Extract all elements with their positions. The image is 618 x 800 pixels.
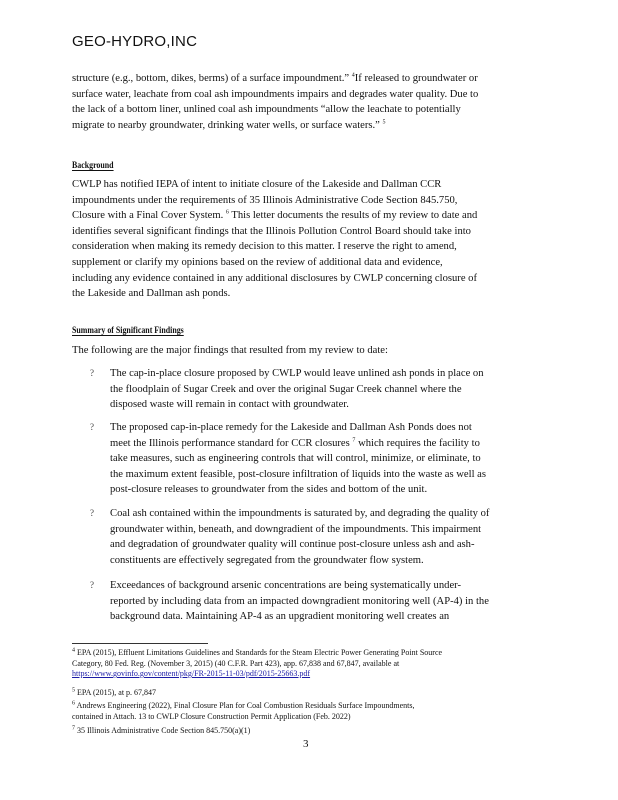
footnote-line: $^6$ Andrews Engineering (2022), Final Closure Plan for Coal Combustion Residuals Surface Impoundments, [72, 700, 415, 710]
finding-line: disposed waste will remain in contact with groundwater. [110, 399, 349, 411]
finding-line: groundwater within, beneath, and downgradient of the impoundments. This impairment [110, 523, 482, 535]
section-heading-background: Background [72, 160, 114, 170]
intro-line: surface water, leachate from coal ash impoundments impairs and degrades water quality. Due to [72, 88, 479, 100]
finding-item [90, 366, 534, 413]
footnote [72, 648, 540, 680]
finding-line: meet the Illinois performance standard for CCR closures $^7$ which requires the facility to [110, 437, 480, 449]
footnote-line: $^7$ 35 Illinois Administrative Code Section 845.750(a)(1) [72, 725, 251, 735]
background-line: the Lakeside and Dallman ash ponds. [72, 288, 231, 300]
finding-line: reported by including data from an impacted downgradient monitoring well (AP-4) in the [110, 595, 489, 607]
finding-item [90, 578, 534, 625]
page-number: 3 [303, 738, 309, 750]
section-heading-summary: Summary of Significant Findings [72, 325, 184, 335]
summary-intro-line: The following are the major findings that resulted from my review to date: [72, 345, 388, 356]
background-line: supplement or clarify my opinions based on the review of additional data and evidence, [72, 256, 443, 268]
footnote-number: 4 [72, 647, 75, 654]
intro-line: the lack of a bottom liner, unlined coal ash impoundments “allow the leachate to potentially [72, 104, 461, 116]
bullet-marker: ? [90, 422, 94, 432]
finding-line: the floodplain of Sugar Creek and over the original Sugar Creek channel where the [110, 383, 462, 395]
background-line: impoundments under the requirements of 35 Illinois Administrative Code Section 845.750, [72, 194, 458, 206]
finding-line: constituents are effectively segregated from the groundwater flow system. [110, 554, 424, 566]
company-header: GEO-HYDRO,INC [72, 33, 198, 50]
finding-line: The proposed cap-in-place remedy for the Lakeside and Dallman Ash Ponds does not [110, 422, 472, 433]
finding-line: background data. Maintaining AP-4 as an upgradient monitoring well creates an [110, 611, 450, 623]
background-paragraph [72, 177, 534, 302]
finding-line: and degradation of groundwater quality will continue post-closure unless ash and ash- [110, 539, 475, 551]
footnote [72, 726, 540, 737]
footnote [72, 688, 540, 699]
summary-intro [72, 343, 534, 359]
footnote-line: contained in Attach. 13 to CWLP Closure Construction Permit Application (Feb. 2022) [72, 711, 351, 721]
footnote-ref: 6 [225, 209, 229, 216]
intro-line: migrate to nearby groundwater, drinking water wells, or surface waters.” $^5$ [72, 119, 386, 131]
footnote-line: $^4$ EPA (2015), Effluent Limitations Guidelines and Standards for the Steam Electric Power Generating Point Source [72, 647, 443, 657]
background-line: CWLP has notified IEPA of intent to initiate closure of the Lakeside and Dallman CCR [72, 179, 442, 190]
footnote [72, 701, 540, 722]
footnote-line: $^5$ EPA (2015), at p. 67,847 [72, 687, 157, 697]
finding-line: Exceedances of background arsenic concentrations are being systematically under- [110, 580, 461, 591]
background-line: including any evidence contained in any additional disclosures by CWLP concerning closure of [72, 272, 477, 284]
bullet-marker: ? [90, 580, 94, 590]
footnote-link[interactable]: https://www.govinfo.gov/content/pkg/FR-2015-11-03/pdf/2015-25663.pdf [72, 669, 311, 678]
finding-line: The cap-in-place closure proposed by CWLP would leave unlined ash ponds in place on [110, 368, 484, 379]
footnote-ref: 5 [382, 119, 386, 126]
finding-line: post-closure releases to groundwater from the sides and bottom of the unit. [110, 484, 428, 496]
background-line: consideration when making its remedy decision to this matter. I reserve the right to amend, [72, 241, 457, 253]
finding-item [90, 420, 534, 498]
footnote-separator [72, 643, 208, 644]
footnote-ref: 7 [352, 437, 356, 444]
footnote-number: 5 [72, 687, 75, 694]
footnote-line [72, 669, 540, 680]
finding-line: the maximum extent feasible, post-closure infiltration of liquids into the waste as well as [110, 468, 486, 480]
background-line: Closure with a Final Cover System. $^6$ This letter documents the results of my review to date and [72, 209, 478, 222]
footnote-number: 6 [72, 700, 75, 707]
finding-line: Coal ash contained within the impoundments is saturated by, and degrading the quality of [110, 508, 490, 519]
footnote-ref: 4 [351, 72, 355, 79]
background-line: identifies several significant findings that the Illinois Pollution Control Board should take into [72, 225, 471, 237]
bullet-marker: ? [90, 508, 94, 518]
footnote-line: Category, 80 Fed. Reg. (November 3, 2015) (40 C.F.R. Part 423), app. 67,838 and 67,847, available at [72, 658, 400, 668]
intro-paragraph [72, 71, 534, 133]
bullet-marker: ? [90, 368, 94, 378]
finding-item [90, 506, 534, 568]
intro-line: structure (e.g., bottom, dikes, berms) of a surface impoundment.” $^4$If released to groundwater or [72, 72, 478, 84]
finding-line: take measures, such as engineering controls that will control, minimize, or eliminate, to [110, 453, 481, 465]
footnote-number: 7 [72, 725, 75, 732]
